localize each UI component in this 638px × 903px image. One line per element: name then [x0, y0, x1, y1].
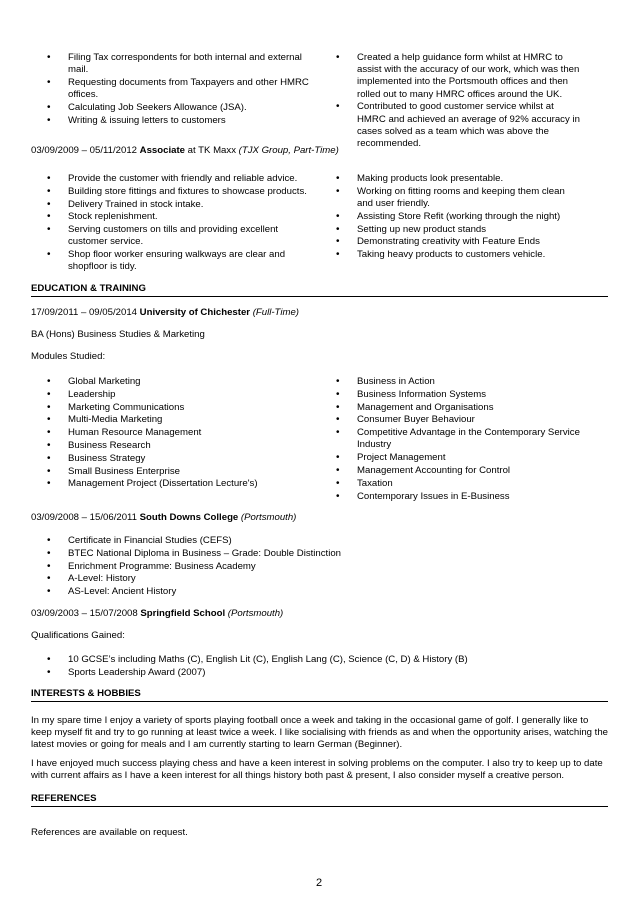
list-item: • Business Strategy [31, 453, 320, 465]
references-text: References are available on request. [31, 827, 188, 838]
list-item: • Management and Organisations [320, 402, 580, 414]
list-item: • Leadership [31, 389, 320, 401]
school-name: Springfield School [140, 608, 226, 619]
modules-left [31, 376, 320, 503]
list-item: • Taxation [320, 478, 580, 490]
list-item: • Certificate in Financial Studies (CEFS) [31, 535, 591, 547]
list-item: • Business in Action [320, 376, 580, 388]
list-item: • 10 GCSE’s including Maths (C), English Lit (C), English Lang (C), Science (C, D) & History (B) [31, 654, 591, 666]
education-dates: 17/09/2011 – 09/05/2014 [31, 307, 140, 318]
qualifications-label: Qualifications Gained: [31, 630, 125, 641]
hmrc-tasks-left [31, 52, 320, 151]
southdowns-title [31, 512, 296, 524]
list-item: • Marketing Communications [31, 402, 320, 414]
list-item: • Delivery Trained in stock intake. [31, 199, 320, 211]
list-item: • Enrichment Programme: Business Academy [31, 561, 591, 573]
springfield-title [31, 608, 283, 620]
study-mode: (Full-Time) [250, 307, 299, 318]
school-name: University of Chichester [139, 307, 251, 318]
tkmaxx-job-title [31, 145, 339, 157]
section-heading-education: EDUCATION & TRAINING [31, 283, 608, 297]
list-item: • Sports Leadership Award (2007) [31, 667, 591, 679]
hmrc-task-columns [31, 52, 580, 151]
list-item: • Calculating Job Seekers Allowance (JSA). [31, 102, 320, 114]
section-heading-references: REFERENCES [31, 793, 608, 807]
chichester-title [31, 307, 299, 319]
list-item: • Multi-Media Marketing [31, 414, 320, 426]
springfield-qualifications [31, 654, 591, 680]
school-name: South Downs College [139, 512, 239, 523]
list-item: • Management Accounting for Control [320, 465, 580, 477]
list-item: • Shop floor worker ensuring walkways are clear and shopfloor is tidy. [31, 249, 320, 273]
modules-columns [31, 376, 580, 503]
education-dates: 03/09/2008 – 15/06/2011 [31, 512, 140, 523]
employment-note: (TJX Group, Part-Time) [238, 145, 339, 156]
list-item: • Writing & issuing letters to customers [31, 115, 320, 127]
list-item: • Provide the customer with friendly and reliable advice. [31, 173, 320, 185]
school-location: (Portsmouth) [238, 512, 297, 523]
hmrc-tasks-right [320, 52, 580, 151]
list-item: • Project Management [320, 452, 580, 464]
tkmaxx-tasks-right [320, 173, 580, 274]
modules-right [320, 376, 580, 503]
job-role: Associate [139, 145, 185, 156]
list-item: • Competitive Advantage in the Contemporary Service Industry [320, 427, 580, 451]
list-item: • Small Business Enterprise [31, 466, 320, 478]
degree-title: BA (Hons) Business Studies & Marketing [31, 329, 205, 340]
education-dates: 03/09/2003 – 15/07/2008 [31, 608, 141, 619]
list-item: • Consumer Buyer Behaviour [320, 414, 580, 426]
list-item: • Created a help guidance form whilst at HMRC to assist with the accuracy of our work, which was then implemented into the Portsmouth offices and then rolled out to many HMRC offices around the UK. [320, 52, 580, 101]
list-item: • Demonstrating creativity with Feature Ends [320, 236, 580, 248]
list-item: • Assisting Store Refit (working through the night) [320, 211, 580, 223]
list-item: • Setting up new product stands [320, 224, 580, 236]
employer: at TK Maxx [184, 145, 239, 156]
list-item: • Management Project (Dissertation Lecture's) [31, 478, 320, 490]
list-item: • Filing Tax correspondents for both internal and external mail. [31, 52, 320, 76]
tkmaxx-tasks-left [31, 173, 320, 274]
list-item: • Serving customers on tills and providing excellent customer service. [31, 224, 320, 248]
interests-paragraph-2: I have enjoyed much success playing chess and have a keen interest in solving problems on the computer. I also try to keep up to date with current affairs as I have a keen interest for all things history both past & present, I also consider myself a creative person. [31, 758, 603, 782]
school-location: (Portsmouth) [225, 608, 284, 619]
interests-paragraph-1: In my spare time I enjoy a variety of sports playing football once a week and taking in the occasional game of golf. I generally like to keep myself fit and try to go running at least twice a week. I like socialising with friends as and when the opportunity arises, watching the latest movies or going for meals and I am currently starting to learn German (Beginner). [31, 715, 608, 751]
list-item: • Global Marketing [31, 376, 320, 388]
list-item: • BTEC National Diploma in Business – Grade: Double Distinction [31, 548, 591, 560]
tkmaxx-task-columns [31, 173, 580, 274]
list-item: • Building store fittings and fixtures to showcase products. [31, 186, 320, 198]
list-item: • Requesting documents from Taxpayers and other HMRC offices. [31, 77, 320, 101]
list-item: • AS-Level: Ancient History [31, 586, 591, 598]
list-item: • Taking heavy products to customers vehicle. [320, 249, 580, 261]
list-item: • Working on fitting rooms and keeping them clean and user friendly. [320, 186, 580, 210]
list-item: • Contributed to good customer service whilst at HMRC and achieved an average of 92% accuracy in cases solved as a team which was above the recommended. [320, 101, 580, 150]
list-item: • Business Information Systems [320, 389, 580, 401]
list-item: • Human Resource Management [31, 427, 320, 439]
page-number: 2 [315, 877, 323, 889]
job-dates: 03/09/2009 – 05/11/2012 [31, 145, 140, 156]
list-item: • Stock replenishment. [31, 211, 320, 223]
section-heading-interests: INTERESTS & HOBBIES [31, 688, 608, 702]
list-item: • Business Research [31, 440, 320, 452]
list-item: • Contemporary Issues in E-Business [320, 491, 580, 503]
southdowns-qualifications [31, 535, 591, 599]
list-item: • A-Level: History [31, 573, 591, 585]
modules-label: Modules Studied: [31, 351, 106, 362]
list-item: • Making products look presentable. [320, 173, 580, 185]
